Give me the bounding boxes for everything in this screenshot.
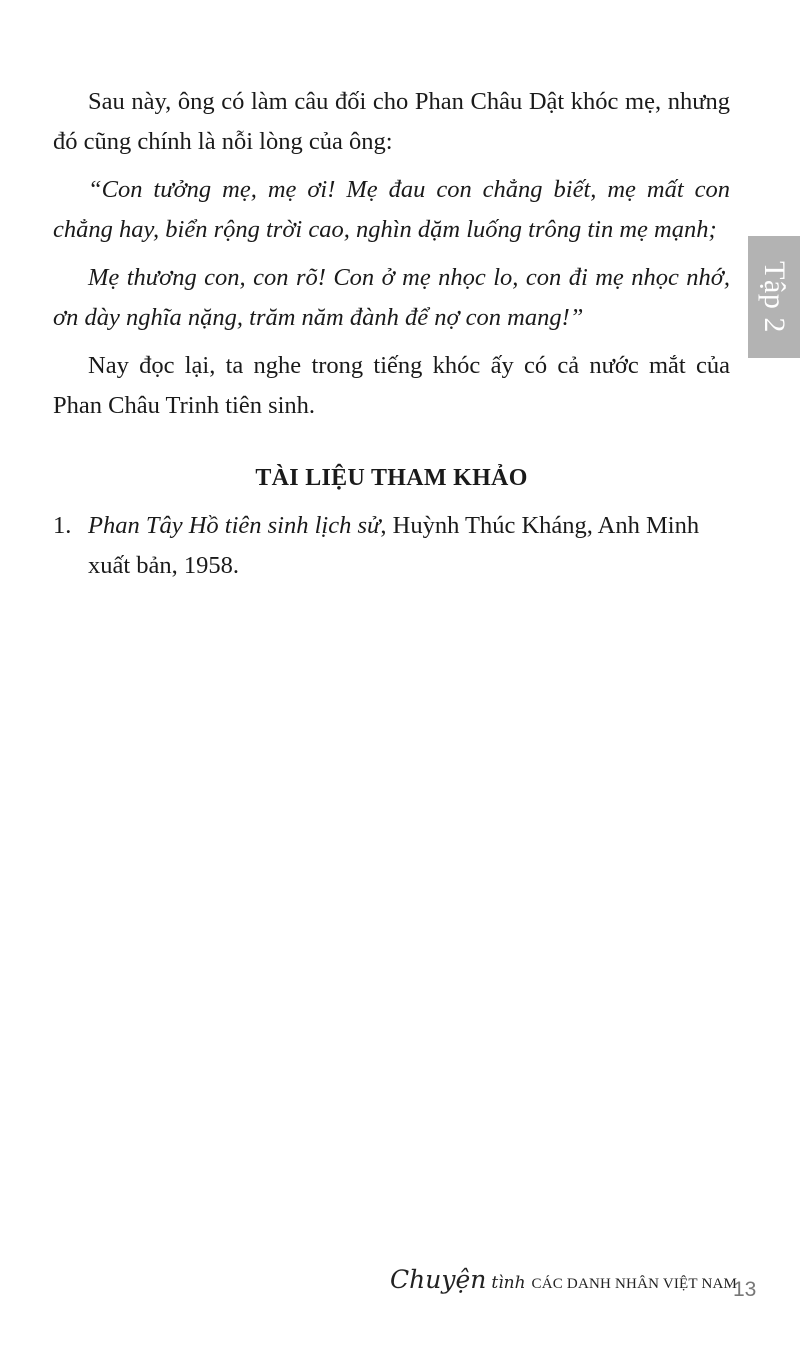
series-title [390, 1265, 737, 1315]
reference-title: Phan Tây Hồ tiên sinh lịch sử [88, 512, 381, 539]
body-paragraph: Sau này, ông có làm câu đối cho Phan Châu Dật khóc mẹ, nhưng đó cũng chính là nỗi lòng của ông: [53, 88, 730, 155]
reference-item [53, 506, 730, 586]
volume-label: Tập 2 [758, 261, 792, 333]
series-script-word: Chuyện [390, 1265, 487, 1294]
couplet-line-2: Mẹ thương con, con rõ! Con ở mẹ nhọc lo, con đi mẹ nhọc nhớ, ơn dày nghĩa nặng, trăm năm đành để nợ con mang!” [53, 264, 730, 331]
page-number: 13 [733, 1278, 757, 1301]
body-paragraph: Nay đọc lại, ta nghe trong tiếng khóc ấy có cả nước mắt của Phan Châu Trinh tiên sinh. [53, 352, 730, 419]
series-caps-title: CÁC DANH NHÂN VIỆT NAM [531, 1276, 738, 1292]
page-body [53, 82, 730, 586]
volume-side-tab [748, 236, 800, 358]
couplet-line-1: “Con tưởng mẹ, mẹ ơi! Mẹ đau con chẳng biết, mẹ mất con chẳng hay, biển rộng trời cao, nghìn dặm luống trông tin mẹ mạnh; [53, 176, 730, 243]
reference-text [88, 506, 730, 586]
reference-details: , Huỳnh Thúc Kháng, Anh Minh xuất bản, 1958. [88, 512, 700, 579]
reference-number: 1. [53, 512, 72, 539]
series-script-word: tình [491, 1273, 526, 1293]
references-heading: TÀI LIỆU THAM KHẢO [255, 465, 528, 491]
